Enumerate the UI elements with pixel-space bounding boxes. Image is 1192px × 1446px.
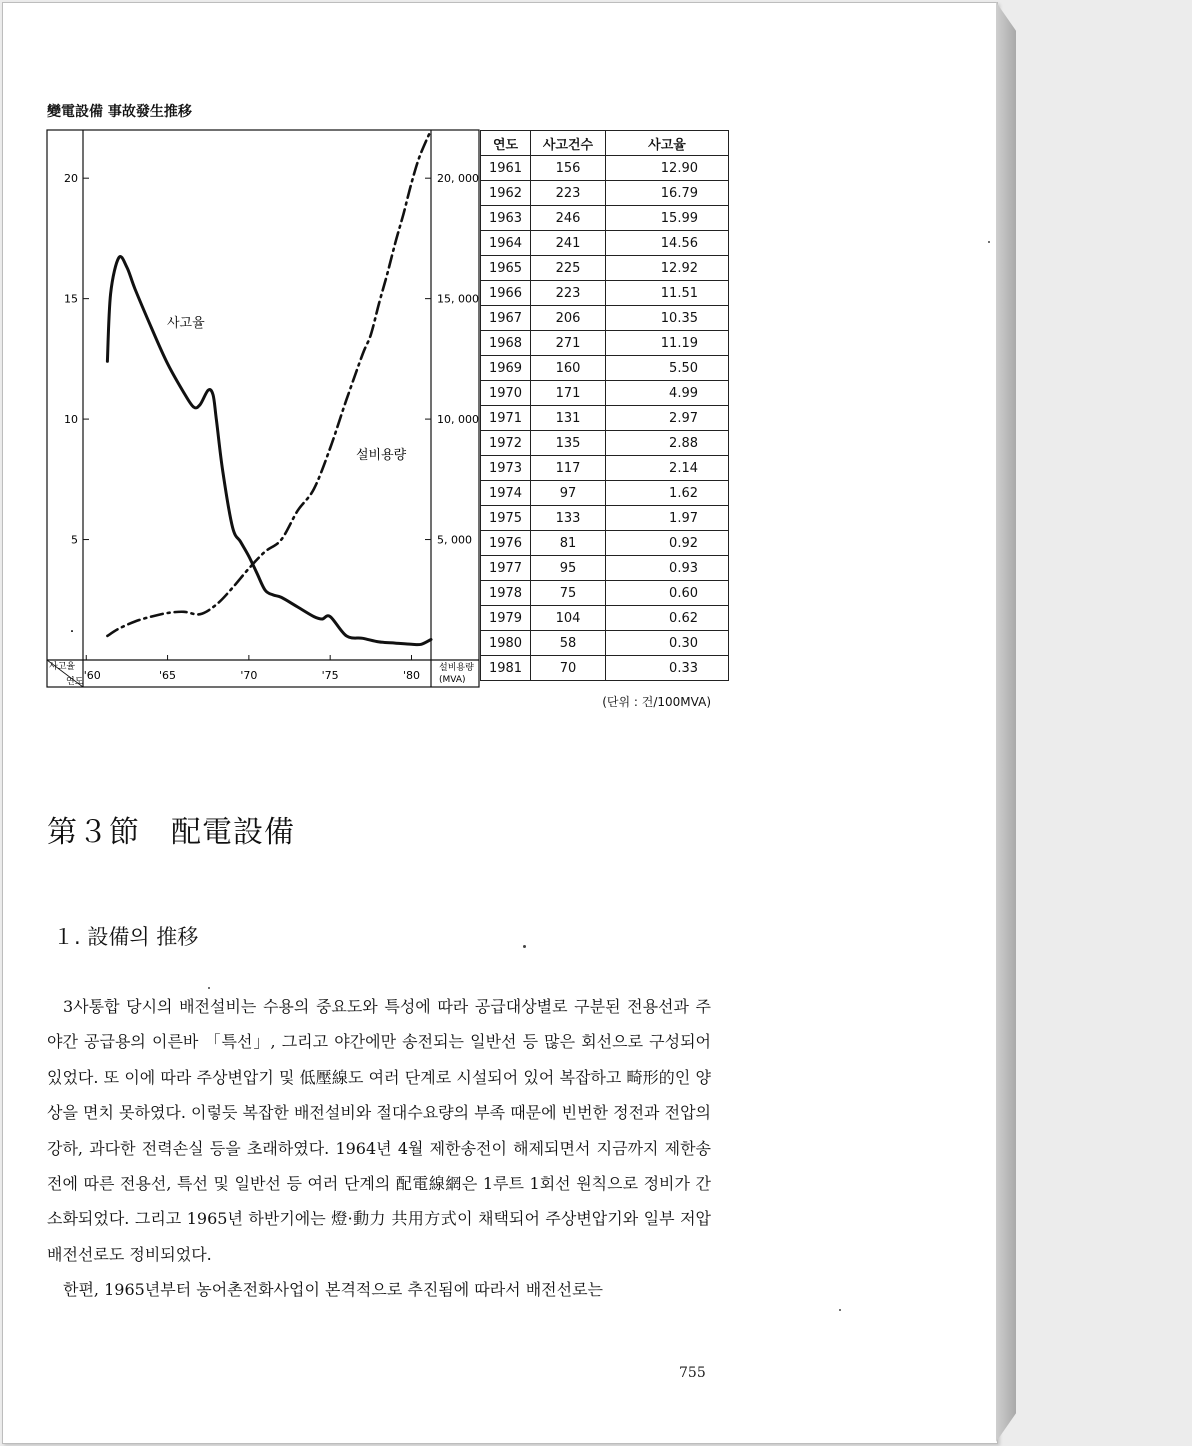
cell-count: 160 (531, 356, 606, 381)
table-row (481, 306, 729, 331)
cell-count: 117 (531, 456, 606, 481)
cell-year: 1964 (481, 231, 531, 256)
scan-speck (523, 945, 526, 948)
cell-year: 1961 (481, 156, 531, 181)
scan-speck (839, 1309, 841, 1311)
cell-count: 70 (531, 656, 606, 681)
cell-year: 1978 (481, 581, 531, 606)
right-axis-ticks (425, 172, 479, 546)
table-row (481, 606, 729, 631)
cell-count: 75 (531, 581, 606, 606)
cell-count: 246 (531, 206, 606, 231)
chart-title: 變電設備 事故發生推移 (47, 104, 192, 120)
page-number: 755 (679, 1365, 706, 1381)
cell-year: 1979 (481, 606, 531, 631)
x-tick-label: '75 (321, 669, 339, 682)
capacity-line (107, 130, 431, 636)
table-row (481, 356, 729, 381)
cell-count: 135 (531, 431, 606, 456)
cell-rate: 11.51 (606, 281, 729, 306)
cell-rate: 0.92 (606, 531, 729, 556)
table-header-row (481, 131, 729, 156)
cell-year: 1968 (481, 331, 531, 356)
corner-label-year: 연도 (66, 677, 84, 687)
cell-count: 225 (531, 256, 606, 281)
cell-count: 241 (531, 231, 606, 256)
cell-year: 1976 (481, 531, 531, 556)
table-row (481, 406, 729, 431)
table-row (481, 556, 729, 581)
right-axis-label-capacity: 설비용량 (439, 663, 474, 673)
cell-year: 1967 (481, 306, 531, 331)
cell-year: 1971 (481, 406, 531, 431)
scan-speck (208, 987, 210, 989)
table-row (481, 281, 729, 306)
cell-year: 1977 (481, 556, 531, 581)
table-row (481, 431, 729, 456)
cell-rate: 15.99 (606, 206, 729, 231)
cell-count: 95 (531, 556, 606, 581)
cell-year: 1981 (481, 656, 531, 681)
cell-year: 1969 (481, 356, 531, 381)
left-tick-label: 10 (64, 413, 78, 427)
cell-rate: 0.30 (606, 631, 729, 656)
chart-outer-border (47, 130, 479, 687)
cell-rate: 12.92 (606, 256, 729, 281)
cell-year: 1962 (481, 181, 531, 206)
left-tick-label: 5 (71, 533, 78, 547)
cell-year: 1970 (481, 381, 531, 406)
book-page (2, 2, 998, 1444)
table-row (481, 156, 729, 181)
cell-rate: 4.99 (606, 381, 729, 406)
cell-rate: 16.79 (606, 181, 729, 206)
x-tick-label: '70 (240, 669, 258, 682)
right-tick-label: 20, 000 (437, 172, 479, 186)
cell-rate: 0.93 (606, 556, 729, 581)
table-row (481, 331, 729, 356)
cell-year: 1972 (481, 431, 531, 456)
cell-count: 104 (531, 606, 606, 631)
cell-rate: 1.62 (606, 481, 729, 506)
cell-rate: 2.97 (606, 406, 729, 431)
cell-rate: 12.90 (606, 156, 729, 181)
chart-series (107, 130, 431, 645)
cell-count: 223 (531, 281, 606, 306)
table-row (481, 381, 729, 406)
col-header-count: 사고건수 (531, 131, 606, 156)
left-tick-label: 20 (64, 172, 78, 186)
table-row (481, 181, 729, 206)
series-label-accident-rate: 사고율 (167, 316, 205, 331)
cell-count: 131 (531, 406, 606, 431)
series-label-capacity: 설비용량 (356, 448, 407, 463)
table-row (481, 256, 729, 281)
table-row (481, 631, 729, 656)
cell-count: 58 (531, 631, 606, 656)
x-tick-label: '60 (83, 669, 101, 682)
cell-rate: 11.19 (606, 331, 729, 356)
right-tick-label: 5, 000 (437, 533, 472, 547)
chart-frame (47, 130, 479, 687)
cell-count: 133 (531, 506, 606, 531)
page-edge (996, 2, 1016, 1442)
cell-count: 81 (531, 531, 606, 556)
right-tick-label: 10, 000 (437, 413, 479, 427)
right-tick-label: 15, 000 (437, 292, 479, 306)
table-row (481, 531, 729, 556)
body-text (47, 989, 711, 1308)
scan-speck (988, 241, 990, 243)
unit-note: (단위 : 건/100MVA) (602, 695, 711, 709)
cell-rate: 14.56 (606, 231, 729, 256)
cell-year: 1980 (481, 631, 531, 656)
right-axis-label-unit: (MVA) (439, 675, 466, 685)
col-header-year: 연도 (481, 131, 531, 156)
cell-count: 206 (531, 306, 606, 331)
cell-year: 1974 (481, 481, 531, 506)
left-tick-label: 15 (64, 292, 78, 306)
table-row (481, 581, 729, 606)
cell-rate: 10.35 (606, 306, 729, 331)
cell-count: 223 (531, 181, 606, 206)
cell-count: 171 (531, 381, 606, 406)
x-axis-ticks (84, 655, 420, 682)
table-row (481, 506, 729, 531)
cell-rate: 5.50 (606, 356, 729, 381)
cell-count: 271 (531, 331, 606, 356)
cell-year: 1965 (481, 256, 531, 281)
cell-rate: 0.62 (606, 606, 729, 631)
table-row (481, 456, 729, 481)
cell-rate: 2.88 (606, 431, 729, 456)
cell-year: 1973 (481, 456, 531, 481)
left-axis-ticks (64, 172, 89, 631)
table-row (481, 481, 729, 506)
table-row (481, 656, 729, 681)
cell-rate: 1.97 (606, 506, 729, 531)
cell-rate: 2.14 (606, 456, 729, 481)
paragraph: 3사통합 당시의 배전설비는 수용의 중요도와 특성에 따라 공급대상별로 구분된 전용선과 주야간 공급용의 이른바 「특선」, 그리고 야간에만 송전되는 일반선 등 많은 회선으로 구성되어 있었다. 또 이에 따라 주상변압기 및 低壓線도 여러 단계로 시설되어 있어 복잡하고 畸形的인 양상을 면치 못하였다. 이렇듯 복잡한 배전설비와 절대수요량의 부족 때문에 빈번한 정전과 전압의 강하, 과다한 전력손실 등을 초래하였다. 1964년 4월 제한송전이 해제되면서 지금까지 제한송전에 따른 전용선, 특선 및 일반선 등 여러 단계의 配電線網은 1루트 1회선 원칙으로 정비가 간소화되었다. 그리고 1965년 하반기에는 燈·動力 共用方式이 채택되어 주상변압기와 일부 저압배전선로도 정비되었다. (47, 997, 711, 1264)
table-row (481, 231, 729, 256)
x-tick-label: '80 (402, 669, 421, 682)
x-tick-label: '65 (159, 669, 177, 682)
cell-rate: 0.33 (606, 656, 729, 681)
cell-year: 1963 (481, 206, 531, 231)
cell-year: 1966 (481, 281, 531, 306)
cell-count: 97 (531, 481, 606, 506)
cell-rate: 0.60 (606, 581, 729, 606)
corner-label-accident-rate: 사고율 (49, 662, 76, 672)
table-row (481, 206, 729, 231)
accident-table (480, 130, 729, 681)
cell-year: 1975 (481, 506, 531, 531)
cell-count: 156 (531, 156, 606, 181)
subsection-title: １. 設備의 推移 (53, 925, 199, 949)
section-title: 第３節 配電設備 (47, 815, 295, 850)
paragraph: 한편, 1965년부터 농어촌전화사업이 본격적으로 추진됨에 따라서 배전선로는 (63, 1280, 604, 1300)
col-header-rate: 사고율 (606, 131, 729, 156)
